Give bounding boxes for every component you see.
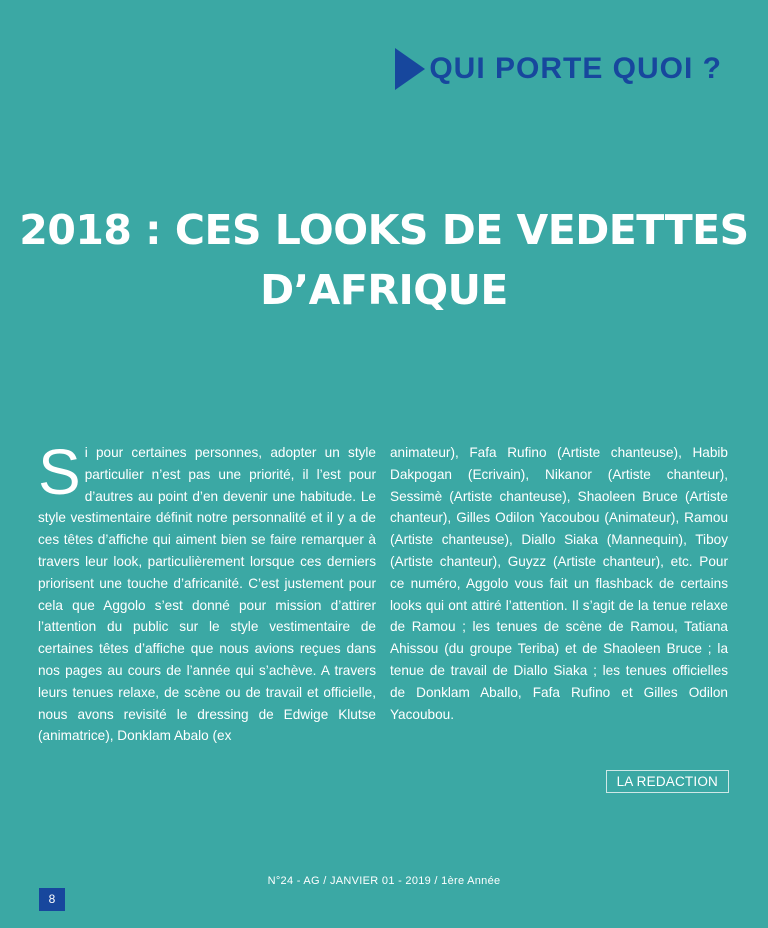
article-column-left (38, 436, 376, 747)
play-arrow-icon (395, 48, 425, 90)
issue-info: N°24 - AG / JANVIER 01 - 2019 / 1ère Année (267, 875, 501, 887)
article-paragraph-1 (38, 436, 376, 747)
article-body (38, 436, 728, 747)
dropcap-letter: S (38, 436, 81, 508)
section-title: QUI PORTE QUOI ? (429, 52, 722, 85)
article-title-line-1: 2018 : CES LOOKS DE VEDETTES (19, 206, 749, 254)
article-title-line-2: D’AFRIQUE (260, 266, 508, 314)
article-text-col2: animateur), Fafa Rufino (Artiste chanteuse), Habib Dakpogan (Ecrivain), Nikanor (Artiste chanteur), Sessimè (Artiste chanteuse), Shaoleen Bruce (Artiste chanteur), Gilles Odilon Yacoubou (Animateur), Ramou (Artiste chanteuse), Diallo Siaka (Mannequin), Tiboy (Artiste chanteur), Guyzz (Artiste chanteur), etc. Pour ce numéro, Aggolo vous fait un flashback de certains looks qui ont attiré l’attention. Il s’agit de la tenue relaxe de Ramou ; les tenues de scène de Ramou, Tatiana Ahissou (du groupe Teriba) et de Shaoleen Bruce ; la tenue de travail de Diallo Siaka ; les tenues officielles de Donklam Aballo, Fafa Rufino et Gilles Odilon Yacoubou. (390, 445, 728, 722)
article-title (0, 200, 768, 320)
author-credit: LA REDACTION (606, 770, 729, 793)
page-number: 8 (39, 888, 65, 911)
article-text-col1: i pour certaines personnes, adopter un style particulier n’est pas une priorité, il l’est pour d’autres au point d’en devenir une habitude. Le style vestimentaire définit notre personnalité et il y a de ces têtes d’affiche qui aiment bien se faire remarquer à travers leur look, particulièrement lorsque ces derniers priorisent une touche d’africanité. C’est justement pour cela que Aggolo s’est donné pour mission d’attirer l’attention du public sur le style vestimentaire de certaines têtes d’affiche que nous avions reçues dans nos pages au cours de l’année qui s’achève. A travers leurs tenues relaxe, de scène ou de travail et officielle, nous avons revisité le dressing de Edwige Klutse (animatrice), Donklam Abalo (ex (38, 445, 376, 744)
article-column-right (390, 442, 728, 747)
section-header (395, 48, 722, 90)
